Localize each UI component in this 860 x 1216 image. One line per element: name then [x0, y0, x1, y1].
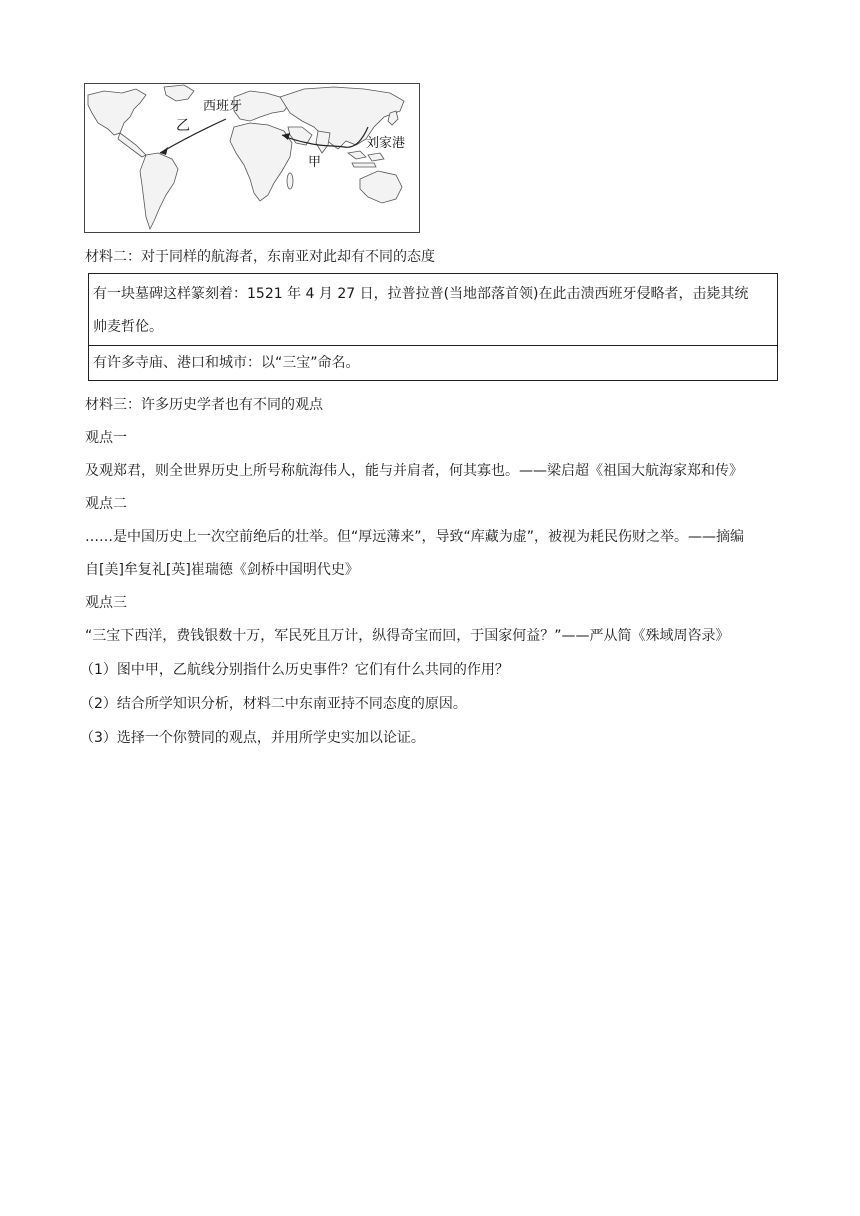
- view1-text: 及观郑君，则全世界历史上所号称航海伟人，能与并肩者，何其寡也。——梁启超《祖国大航海家郑和传》: [85, 463, 743, 479]
- material2-table: [88, 273, 778, 381]
- map-label-jia: 甲: [308, 155, 322, 170]
- map-label-liujiagang: 刘家港: [366, 136, 406, 151]
- question-2: （2）结合所学知识分析，材料二中东南亚持不同态度的原因。: [80, 696, 467, 712]
- question-3: （3）选择一个你赞同的观点，并用所学史实加以论证。: [80, 730, 425, 746]
- view2-line1: ……是中国历史上一次空前绝后的壮举。但“厚远薄来”，导致“库藏为虚”，被视为耗民伤财之举。——摘编: [85, 529, 745, 545]
- map-label-yi: 乙: [176, 118, 190, 134]
- material2-heading: 材料二：对于同样的航海者，东南亚对此却有不同的态度: [85, 249, 435, 265]
- world-map-figure: [84, 83, 420, 233]
- view3-text: “三宝下西洋，费钱银数十万，军民死且万计，纵得奇宝而回，于国家何益？”——严从简《殊域周咨录》: [85, 628, 730, 644]
- view2-line2: 自[美]牟复礼[英]崔瑞德《剑桥中国明代史》: [85, 562, 359, 578]
- view2-title: 观点二: [85, 496, 127, 512]
- material2-row-1: [89, 274, 777, 346]
- material2-row1-line1: 有一块墓碑这样篆刻着：1521 年 4 月 27 日，拉普拉普(当地部落首领)在此击溃西班牙侵略者，击毙其统: [93, 286, 749, 302]
- material2-row2-text: 有许多寺庙、港口和城市：以“三宝”命名。: [93, 355, 360, 371]
- material3-heading: 材料三：许多历史学者也有不同的观点: [85, 397, 323, 413]
- question-1: （1）图中甲，乙航线分别指什么历史事件？它们有什么共同的作用？: [80, 662, 509, 678]
- madagascar-landmass: [287, 173, 293, 189]
- view1-title: 观点一: [85, 430, 127, 446]
- map-label-spain: 西班牙: [203, 99, 243, 114]
- material2-row-2: [89, 346, 777, 380]
- view3-title: 观点三: [85, 595, 127, 611]
- material2-row1-line2: 帅麦哲伦。: [93, 319, 163, 335]
